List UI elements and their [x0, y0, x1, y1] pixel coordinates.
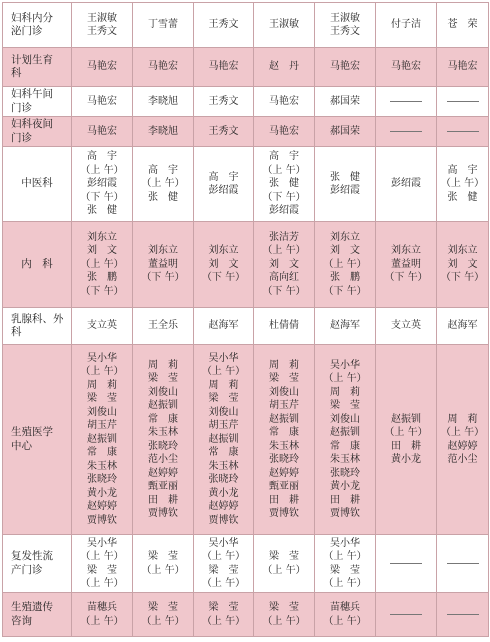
- doctor-cell: [133, 593, 194, 637]
- cell-line: 周 莉: [269, 359, 299, 371]
- cell-line: 王淑敏: [269, 19, 299, 31]
- doctor-cell: [315, 308, 376, 345]
- cell-line: 赵婷婷: [269, 467, 299, 479]
- cell-line: 赵婷婷: [447, 440, 478, 452]
- cell-line: 刘 文: [269, 258, 299, 270]
- cell-line: （下 午）: [262, 191, 306, 203]
- cell-line: 赵振钏: [208, 433, 239, 445]
- cell-line: （上 午）: [80, 551, 124, 562]
- cell-line: 贾博钦: [208, 514, 239, 526]
- cell-line: 马艳宏: [87, 95, 117, 107]
- doctor-cell: [315, 345, 376, 535]
- cell-line: （下 午）: [80, 191, 124, 203]
- cell-line: 赵振钏: [148, 400, 178, 411]
- cell-line: 咨询: [11, 614, 32, 627]
- cell-line: 田 耕: [391, 440, 421, 452]
- cell-line: 甄亚丽: [148, 481, 178, 492]
- doctor-cell: [72, 117, 133, 147]
- doctor-cell: [437, 48, 489, 87]
- department-cell: [3, 535, 72, 593]
- cell-line: 郝国荣: [330, 125, 360, 137]
- cell-line: 王秀文: [330, 26, 360, 37]
- cell-line: 梁 莹: [269, 602, 299, 613]
- department-cell: [3, 117, 72, 147]
- cell-line: 黄小龙: [330, 481, 360, 492]
- cell-line: 生殖医学: [11, 426, 53, 438]
- empty-dash: [390, 563, 422, 564]
- cell-line: （上 午）: [80, 366, 124, 378]
- cell-line: 王秀文: [87, 26, 117, 37]
- cell-line: 梁 莹: [148, 373, 178, 384]
- cell-line: 马艳宏: [87, 125, 117, 137]
- department-header: [3, 3, 72, 48]
- cell-line: 张 健: [447, 191, 478, 203]
- cell-line: 张洁芳: [269, 231, 299, 243]
- cell-line: 刘东立: [391, 245, 421, 257]
- cell-line: 中医科: [21, 177, 53, 190]
- doctor-cell: [376, 535, 437, 593]
- doctor-cell: [437, 117, 489, 147]
- cell-line: （上 午）: [440, 427, 485, 438]
- doctor-cell: [133, 345, 194, 535]
- cell-line: 刘 文: [447, 258, 478, 270]
- doctor-cell: [254, 593, 315, 637]
- doctor-cell: [315, 48, 376, 87]
- cell-line: （上 午）: [201, 366, 246, 378]
- doctor-cell: [376, 308, 437, 345]
- cell-line: （上 午）: [201, 615, 246, 627]
- cell-line: 刘俊山: [330, 413, 360, 425]
- doctor-cell: [437, 87, 489, 117]
- doctor-cell: [376, 147, 437, 222]
- doctor-cell: [72, 535, 133, 593]
- doctor-cell: [254, 535, 315, 593]
- table-row: [3, 593, 489, 637]
- cell-line: 苗穗兵: [330, 602, 360, 613]
- cell-line: 赵海军: [447, 320, 478, 332]
- cell-line: 张 健: [269, 178, 299, 190]
- cell-line: （上 午）: [201, 551, 246, 562]
- cell-line: （下 午）: [262, 285, 306, 297]
- doctor-cell: [254, 308, 315, 345]
- cell-line: 贾博钦: [148, 508, 178, 519]
- department-cell: [3, 308, 72, 345]
- doctor-cell: [437, 345, 489, 535]
- doctor-cell: [437, 222, 489, 308]
- table-row: [3, 535, 489, 593]
- cell-line: 常 康: [87, 447, 117, 459]
- doctor-cell: [133, 308, 194, 345]
- cell-line: 吴小华: [87, 352, 117, 364]
- cell-line: 梁 莹: [330, 564, 360, 576]
- cell-line: 复发性流: [11, 550, 53, 562]
- cell-line: （上 午）: [80, 164, 124, 176]
- cell-line: 周 莉: [208, 379, 239, 391]
- cell-line: 彭绍霞: [208, 185, 239, 196]
- doctor-cell: [194, 147, 254, 222]
- table-row: [3, 117, 489, 147]
- cell-line: 朱玉林: [269, 440, 299, 452]
- cell-line: 吴小华: [208, 352, 239, 364]
- cell-line: 田 耕: [269, 494, 299, 506]
- cell-line: 苗穗兵: [87, 602, 117, 613]
- table-row: [3, 147, 489, 222]
- cell-line: 高 宇: [148, 164, 178, 176]
- cell-line: 朱玉林: [87, 460, 117, 472]
- cell-line: 刘俊山: [208, 406, 239, 418]
- cell-line: 刘俊山: [269, 386, 299, 398]
- cell-line: （上 午）: [323, 578, 367, 589]
- cell-line: 赵 丹: [269, 61, 299, 73]
- cell-line: 赵婷婷: [148, 467, 178, 479]
- cell-line: （下 午）: [80, 285, 124, 297]
- cell-line: 常 康: [330, 440, 360, 452]
- cell-line: 张晓玲: [87, 474, 117, 486]
- cell-line: 彭绍霞: [87, 178, 117, 190]
- cell-line: 张 鹏: [87, 272, 117, 284]
- doctor-cell: [133, 87, 194, 117]
- cell-line: （上 午）: [141, 564, 185, 576]
- cell-line: 丁雪蕾: [148, 19, 178, 31]
- department-cell: [3, 222, 72, 308]
- empty-dash: [447, 563, 479, 564]
- doctor-cell: [72, 147, 133, 222]
- cell-line: 常 康: [208, 447, 239, 459]
- table-row: [3, 48, 489, 87]
- doctor-cell: [376, 593, 437, 637]
- doctor-cell: [133, 48, 194, 87]
- cell-line: 贾博钦: [330, 508, 360, 519]
- department-cell: [3, 147, 72, 222]
- cell-line: 高向红: [269, 272, 299, 284]
- cell-line: （上 午）: [262, 164, 306, 176]
- cell-line: （下 午）: [323, 285, 367, 297]
- cell-line: 马艳宏: [391, 61, 421, 73]
- doctor-cell: [315, 87, 376, 117]
- day-column-header: [194, 3, 254, 48]
- doctor-cell: [437, 147, 489, 222]
- cell-line: 生殖遗传: [11, 601, 53, 613]
- cell-line: 赵振钏: [391, 413, 421, 425]
- cell-line: 杜倩倩: [269, 320, 299, 332]
- cell-line: 高 宇: [87, 151, 117, 163]
- cell-line: 贾博钦: [269, 508, 299, 519]
- cell-line: 梁 莹: [208, 393, 239, 405]
- cell-line: 马艳宏: [269, 125, 299, 137]
- cell-line: 产门诊: [11, 563, 43, 576]
- cell-line: 梁 莹: [330, 400, 360, 411]
- doctor-cell: [133, 222, 194, 308]
- cell-line: 王秀文: [208, 19, 239, 31]
- doctor-cell: [315, 535, 376, 593]
- cell-line: 吴小华: [330, 359, 360, 371]
- doctor-cell: [72, 87, 133, 117]
- cell-line: 支立英: [391, 320, 421, 332]
- cell-line: 刘东立: [330, 231, 360, 243]
- doctor-cell: [72, 308, 133, 345]
- cell-line: （下 午）: [440, 272, 485, 284]
- cell-line: 马艳宏: [208, 61, 239, 73]
- doctor-cell: [437, 535, 489, 593]
- cell-line: 刘东立: [148, 245, 178, 257]
- cell-line: 马艳宏: [269, 95, 299, 107]
- cell-line: 张晓玲: [269, 454, 299, 465]
- cell-line: 田 耕: [148, 494, 178, 506]
- cell-line: 朱玉林: [330, 454, 360, 465]
- doctor-cell: [194, 593, 254, 637]
- cell-line: 黄小龙: [208, 487, 239, 499]
- cell-line: （下 午）: [201, 272, 246, 284]
- cell-line: （上 午）: [80, 578, 124, 589]
- doctor-cell: [254, 345, 315, 535]
- doctor-cell: [72, 593, 133, 637]
- cell-line: 周 莉: [87, 379, 117, 391]
- doctor-cell: [133, 117, 194, 147]
- doctor-cell: [133, 147, 194, 222]
- cell-line: 赵振钏: [269, 413, 299, 425]
- cell-line: 张晓玲: [330, 467, 360, 479]
- cell-line: 胡玉芹: [87, 420, 117, 432]
- doctor-cell: [254, 87, 315, 117]
- cell-line: 内 科: [21, 257, 53, 270]
- doctor-cell: [194, 222, 254, 308]
- table-row: [3, 308, 489, 345]
- doctor-cell: [376, 117, 437, 147]
- cell-line: 中心: [11, 439, 32, 452]
- cell-line: 王秀文: [208, 95, 239, 107]
- cell-line: （上 午）: [141, 615, 185, 627]
- cell-line: 胡玉芹: [208, 420, 239, 432]
- cell-line: 赵婷婷: [87, 501, 117, 513]
- cell-line: 李晓旭: [148, 125, 178, 137]
- doctor-cell: [194, 87, 254, 117]
- cell-line: 泌门诊: [11, 25, 43, 37]
- cell-line: 周 莉: [330, 386, 360, 398]
- cell-line: （上 午）: [440, 178, 485, 190]
- day-column-header: [254, 3, 315, 48]
- cell-line: 刘俊山: [87, 406, 117, 418]
- cell-line: 赵振钏: [87, 433, 117, 445]
- doctor-cell: [254, 48, 315, 87]
- cell-line: 田 耕: [330, 494, 360, 506]
- department-cell: [3, 87, 72, 117]
- cell-line: 赵海军: [330, 320, 360, 332]
- cell-line: （下 午）: [141, 272, 185, 284]
- doctor-cell: [194, 48, 254, 87]
- cell-line: 门诊: [11, 131, 32, 144]
- cell-line: （上 午）: [323, 615, 367, 627]
- cell-line: 梁 莹: [148, 602, 178, 613]
- empty-dash: [447, 131, 479, 132]
- cell-line: 刘俊山: [148, 386, 178, 398]
- doctor-cell: [437, 308, 489, 345]
- cell-line: （上 午）: [384, 427, 428, 438]
- cell-line: 妇科午间: [11, 88, 53, 100]
- day-column-header: [72, 3, 133, 48]
- cell-line: 张晓玲: [148, 440, 178, 452]
- clinic-schedule-table: [2, 2, 489, 637]
- cell-line: 刘 文: [208, 258, 239, 270]
- cell-line: 梁 莹: [87, 564, 117, 576]
- cell-line: 王淑敏: [87, 12, 117, 24]
- cell-line: 王全乐: [148, 320, 178, 332]
- cell-line: 张 鹏: [330, 272, 360, 284]
- cell-line: 胡玉芹: [269, 400, 299, 411]
- cell-line: 张 健: [87, 205, 117, 217]
- cell-line: 周 莉: [447, 413, 478, 425]
- cell-line: 甄亚丽: [269, 481, 299, 492]
- cell-line: 黄小龙: [391, 454, 421, 465]
- cell-line: 科: [11, 326, 22, 338]
- cell-line: 妇科夜间: [11, 118, 53, 130]
- cell-line: 梁 莹: [208, 564, 239, 576]
- cell-line: 董益明: [148, 258, 178, 270]
- doctor-cell: [254, 222, 315, 308]
- cell-line: 张晓玲: [208, 474, 239, 486]
- doctor-cell: [437, 593, 489, 637]
- cell-line: （上 午）: [262, 245, 306, 257]
- cell-line: 朱玉林: [208, 460, 239, 472]
- cell-line: 高 宇: [269, 151, 299, 163]
- cell-line: 黄小龙: [87, 487, 117, 499]
- cell-line: 李晓旭: [148, 95, 178, 107]
- doctor-cell: [133, 535, 194, 593]
- cell-line: （上 午）: [141, 178, 185, 190]
- empty-dash: [390, 614, 422, 615]
- cell-line: 科: [11, 67, 22, 79]
- department-cell: [3, 48, 72, 87]
- cell-line: 苍 荣: [447, 19, 478, 31]
- cell-line: 彭绍霞: [330, 185, 360, 196]
- cell-line: （上 午）: [262, 564, 306, 576]
- cell-line: 常 康: [148, 413, 178, 425]
- cell-line: 郝国荣: [330, 95, 360, 107]
- cell-line: 常 康: [269, 427, 299, 438]
- table-row: [3, 222, 489, 308]
- doctor-cell: [376, 87, 437, 117]
- cell-line: 贾博钦: [87, 514, 117, 526]
- empty-dash: [390, 101, 422, 102]
- cell-line: 支立英: [87, 320, 117, 332]
- doctor-cell: [376, 222, 437, 308]
- cell-line: 计划生育: [11, 53, 53, 66]
- cell-line: 朱玉林: [148, 427, 178, 438]
- cell-line: 马艳宏: [447, 61, 478, 73]
- day-column-header: [133, 3, 194, 48]
- cell-line: 周 莉: [148, 359, 178, 371]
- cell-line: 赵婷婷: [208, 501, 239, 513]
- cell-line: 梁 莹: [269, 551, 299, 562]
- doctor-cell: [254, 117, 315, 147]
- empty-dash: [390, 131, 422, 132]
- cell-line: 刘 文: [87, 245, 117, 257]
- doctor-cell: [376, 345, 437, 535]
- day-column-header: [315, 3, 376, 48]
- cell-line: 马艳宏: [87, 61, 117, 73]
- cell-line: （上 午）: [201, 578, 246, 589]
- cell-line: 董益明: [391, 258, 421, 270]
- cell-line: 范小尘: [447, 454, 478, 465]
- cell-line: 范小尘: [148, 454, 178, 465]
- empty-dash: [447, 101, 479, 102]
- cell-line: 梁 莹: [148, 551, 178, 562]
- cell-line: （上 午）: [80, 258, 124, 270]
- cell-line: （上 午）: [323, 551, 367, 562]
- doctor-cell: [72, 48, 133, 87]
- cell-line: 马艳宏: [330, 61, 360, 73]
- cell-line: 吴小华: [87, 537, 117, 549]
- cell-line: 王淑敏: [330, 12, 360, 24]
- cell-line: （上 午）: [262, 615, 306, 627]
- doctor-cell: [315, 593, 376, 637]
- cell-line: 王秀文: [208, 125, 239, 137]
- cell-line: 刘 文: [330, 245, 360, 257]
- cell-line: （上 午）: [323, 258, 367, 270]
- cell-line: 彭绍霞: [269, 205, 299, 217]
- doctor-cell: [194, 345, 254, 535]
- day-column-header: [437, 3, 489, 48]
- cell-line: 门诊: [11, 101, 32, 114]
- empty-dash: [447, 614, 479, 615]
- cell-line: 付子洁: [391, 19, 421, 31]
- department-cell: [3, 593, 72, 637]
- department-cell: [3, 345, 72, 535]
- cell-line: 彭绍霞: [391, 178, 421, 190]
- cell-line: 高 宇: [208, 171, 239, 183]
- doctor-cell: [315, 222, 376, 308]
- table-row: [3, 345, 489, 535]
- cell-line: 吴小华: [208, 537, 239, 549]
- day-column-header: [376, 3, 437, 48]
- header-row: [3, 3, 489, 48]
- cell-line: 刘东立: [447, 245, 478, 257]
- cell-line: 高 宇: [447, 164, 478, 176]
- cell-line: 妇科内分: [11, 11, 53, 24]
- cell-line: 马艳宏: [148, 61, 178, 73]
- cell-line: 乳腺科、外: [11, 312, 64, 325]
- doctor-cell: [72, 222, 133, 308]
- doctor-cell: [315, 147, 376, 222]
- cell-line: （下 午）: [384, 272, 428, 284]
- doctor-cell: [254, 147, 315, 222]
- cell-line: 梁 莹: [87, 393, 117, 405]
- doctor-cell: [194, 535, 254, 593]
- cell-line: 赵振钏: [330, 427, 360, 438]
- cell-line: 梁 莹: [269, 373, 299, 384]
- cell-line: 梁 莹: [208, 602, 239, 613]
- doctor-cell: [315, 117, 376, 147]
- cell-line: （上 午）: [80, 615, 124, 627]
- cell-line: 刘东立: [208, 245, 239, 257]
- doctor-cell: [194, 308, 254, 345]
- table-row: [3, 87, 489, 117]
- cell-line: 赵海军: [208, 320, 239, 332]
- doctor-cell: [72, 345, 133, 535]
- cell-line: 张 健: [330, 171, 360, 183]
- doctor-cell: [194, 117, 254, 147]
- cell-line: 张 健: [148, 191, 178, 203]
- cell-line: 吴小华: [330, 537, 360, 549]
- cell-line: （上 午）: [323, 373, 367, 384]
- doctor-cell: [376, 48, 437, 87]
- cell-line: 刘东立: [87, 231, 117, 243]
